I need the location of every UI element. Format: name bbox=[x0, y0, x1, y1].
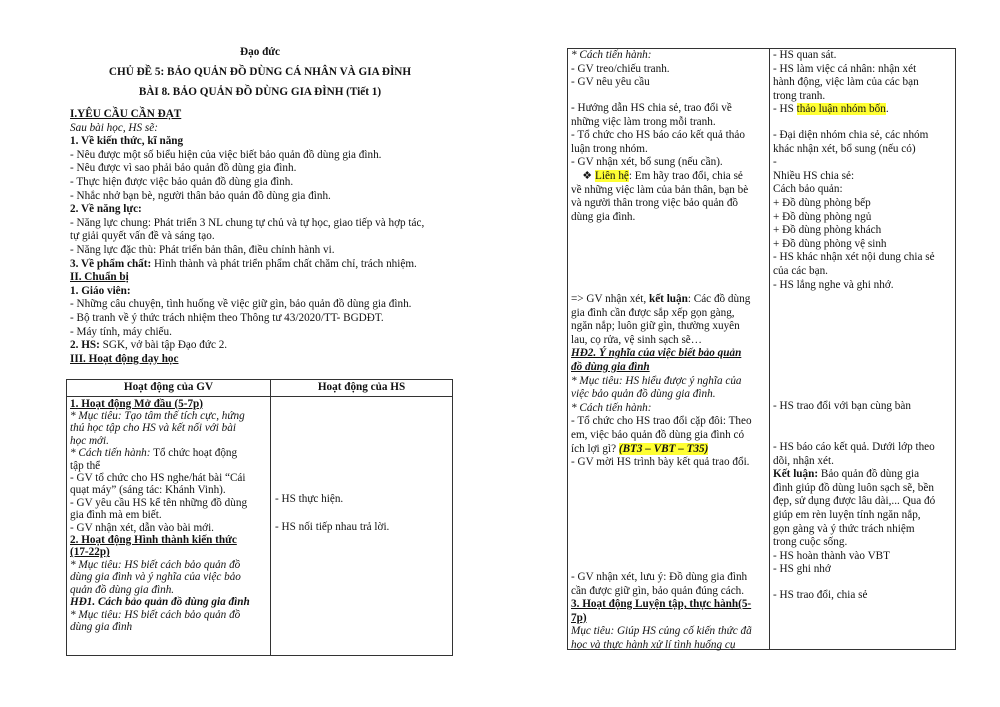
objectives-block bbox=[70, 108, 470, 366]
text-line: - HS lắng nghe và ghi nhớ. bbox=[773, 278, 894, 291]
list-item: - Nêu được một số biểu hiện của việc biết bảo quản đồ dùng gia đình. bbox=[70, 148, 382, 161]
text-line: - bbox=[773, 156, 777, 169]
list-item: - Bộ tranh về ý thức trách nhiệm theo Thông tư 43/2020/TT- BGDĐT. bbox=[70, 311, 384, 324]
goal-line: dùng gia đình bbox=[70, 620, 133, 633]
method-line bbox=[70, 447, 267, 459]
activity-heading: 7p) bbox=[571, 611, 587, 624]
text-line: - GV tổ chức cho HS nghe/hát bài “Cái bbox=[70, 472, 246, 485]
text-line bbox=[571, 443, 752, 457]
hs-label: 2. HS: bbox=[70, 339, 100, 352]
goal-line: Mục tiêu: Giúp HS củng cố kiến thức đã bbox=[571, 625, 752, 638]
activity-heading: 2. Hoạt động Hình thành kiến thức bbox=[70, 534, 237, 547]
subactivity-heading: đồ dùng gia đình bbox=[571, 360, 650, 373]
method-label: * Cách tiến hành: bbox=[70, 447, 151, 460]
text-line: của các bạn. bbox=[773, 264, 828, 277]
gv-group-2 bbox=[571, 102, 748, 224]
text-line: + Đồ dùng phòng khách bbox=[773, 224, 882, 237]
conclusion-label: Kết luận: bbox=[773, 468, 819, 481]
text-line: - Tổ chức cho HS trao đổi cặp đôi: Theo bbox=[571, 415, 752, 428]
gv-group-4 bbox=[571, 571, 752, 653]
goal-line: * Mục tiêu: HS biết cách bảo quản đồ bbox=[70, 608, 241, 621]
goal-line: việc bảo quản đồ dùng gia đình. bbox=[571, 388, 716, 401]
text-line: - GV mời HS trình bày kết quả trao đổi. bbox=[571, 456, 750, 469]
goal-line: * Mục tiêu: HS hiểu được ý nghĩa của bbox=[571, 374, 742, 387]
text-line: - HS làm việc cá nhân: nhận xét bbox=[773, 62, 917, 75]
hs-group-5 bbox=[773, 589, 867, 603]
topic-title: CHỦ ĐỀ 5: BẢO QUẢN ĐỒ DÙNG CÁ NHÂN VÀ GIA ĐÌNH bbox=[108, 66, 412, 78]
list-item: - Nêu được vì sao phải bảo quản đồ dùng gia đình. bbox=[70, 162, 297, 175]
text-line: - HS ghi nhớ bbox=[773, 563, 831, 576]
text-span: . bbox=[885, 103, 889, 116]
hs-group-3 bbox=[773, 400, 911, 414]
text-line: lau, cọ rửa, vệ sinh sạch sẽ… bbox=[571, 333, 702, 346]
text-line: - GV yêu cầu HS kể tên những đồ dùng bbox=[70, 496, 248, 509]
goal-line: học và thực hành xử lí tình huống cụ bbox=[571, 638, 736, 651]
text-line: + Đồ dùng phòng ngủ bbox=[773, 210, 872, 223]
subactivity-heading: HĐ1. Cách bảo quản đồ dùng gia đình bbox=[70, 596, 250, 609]
text-line: hành động, việc làm của các bạn bbox=[773, 76, 919, 89]
subject-title: Đạo đức bbox=[240, 46, 280, 58]
highlight-text: Liên hệ bbox=[595, 169, 629, 182]
text-line: - HS trao đổi, chia sẻ bbox=[773, 589, 868, 601]
text-line: cần được giữ gìn, bảo quản đúng cách. bbox=[571, 584, 745, 597]
text-line: gia đình cần được sắp xếp gọn gàng, bbox=[571, 306, 735, 319]
text-line: gia đình mà em biết. bbox=[70, 509, 162, 522]
method-text: Tổ chức hoạt động bbox=[150, 447, 238, 460]
text-line: - HS khác nhận xét nội dung chia sẻ bbox=[773, 251, 935, 264]
activity-heading: 3. Hoạt động Luyện tập, thực hành(5- bbox=[571, 598, 752, 611]
text-line: em, việc bảo quản đồ dùng gia đình có bbox=[571, 428, 745, 441]
hs-text: SGK, vở bài tập Đạo đức 2. bbox=[99, 339, 228, 352]
text-line: những việc làm trong mỗi tranh. bbox=[571, 115, 716, 128]
text-line: dùng gia đình. bbox=[571, 210, 636, 223]
hs-group-4 bbox=[773, 441, 953, 577]
text-line: tập thể bbox=[70, 459, 101, 472]
exercise-reference: (BT3 – VBT – T35) bbox=[618, 442, 709, 455]
text-line: ngăn nắp; luôn giữ gìn, thường xuyên bbox=[571, 320, 740, 333]
list-item: - Máy tính, máy chiếu. bbox=[70, 325, 172, 338]
intro-text: Sau bài học, HS sẽ: bbox=[70, 121, 158, 134]
text-line: trong cuộc sống. bbox=[773, 536, 848, 549]
list-item bbox=[70, 258, 470, 272]
subsection-heading: 1. Giáo viên: bbox=[70, 284, 131, 297]
text-line: và người thân trong việc bảo quản đồ bbox=[571, 197, 739, 210]
text-line: - GV nhận xét, lưu ý: Đồ dùng gia đình bbox=[571, 571, 748, 583]
list-item: tự giải quyết vấn đề và sáng tạo. bbox=[70, 230, 215, 243]
goal-line: dùng gia đình và ý nghĩa của việc bảo bbox=[70, 571, 241, 584]
text-line: - Đại diện nhóm chia sẻ, các nhóm bbox=[773, 129, 929, 141]
activity-heading: 1. Hoạt động Mở đầu (5-7p) bbox=[70, 397, 203, 410]
text-line: + Đồ dùng phòng vệ sinh bbox=[773, 237, 887, 250]
hs-group-2 bbox=[773, 129, 935, 292]
table-row bbox=[568, 49, 956, 650]
text-line: - GV nêu yêu cầu bbox=[571, 76, 650, 89]
text-span: : Các đồ dùng bbox=[687, 293, 751, 305]
text-line: - GV nhận xét, dẫn vào bài mới. bbox=[70, 521, 214, 534]
highlight-text: thảo luận nhóm bốn bbox=[796, 103, 886, 116]
gv-cell bbox=[67, 396, 271, 655]
method-label: * Cách tiến hành: bbox=[571, 49, 652, 61]
list-item bbox=[70, 339, 470, 353]
text-line: - Tổ chức cho HS báo cáo kết quả thảo bbox=[571, 129, 745, 142]
text-span: - HS bbox=[773, 103, 797, 116]
text-line: - HS hoàn thành vào VBT bbox=[773, 549, 890, 562]
text-line: - Hướng dẫn HS chia sẻ, trao đổi về bbox=[571, 102, 732, 114]
text-line bbox=[571, 293, 752, 307]
goal-line: học mới. bbox=[70, 434, 109, 447]
goal-line: * Mục tiêu: Tạo tâm thế tích cực, hứng bbox=[70, 410, 245, 422]
text-line bbox=[773, 103, 919, 117]
text-span: ích lợi gì? bbox=[571, 442, 619, 455]
hs-cell bbox=[271, 396, 453, 655]
text-line: - GV nhận xét, bổ sung (nếu cần). bbox=[571, 156, 723, 169]
gv-group-1 bbox=[571, 49, 670, 90]
text-line: đẹp, sử dụng được lâu dài,... Qua đó bbox=[773, 495, 936, 508]
subactivity-heading: HĐ2. Ý nghĩa của việc biết bảo quản bbox=[571, 347, 742, 360]
hs-group-1 bbox=[773, 49, 919, 117]
text-line: + Đồ dùng phòng bếp bbox=[773, 196, 871, 209]
goal-line: thú học tập cho HS và kết nối với bài bbox=[70, 422, 236, 435]
text-span: : Em hãy trao đổi, chia sẻ bbox=[628, 169, 743, 182]
text-line: trong tranh. bbox=[773, 89, 826, 102]
subsection-heading: 2. Về năng lực: bbox=[70, 203, 142, 216]
goal-line: quản đồ dùng gia đình. bbox=[70, 583, 175, 596]
right-page bbox=[500, 0, 1000, 707]
text-line: - HS báo cáo kết quả. Dưới lớp theo bbox=[773, 441, 935, 453]
diamond-bullet-icon: ❖ bbox=[582, 169, 593, 182]
text-line: giúp em rèn luyện tính ngăn nắp, bbox=[773, 508, 921, 521]
quality-label: 3. Về phẩm chất: bbox=[70, 257, 152, 270]
table-row bbox=[67, 396, 453, 655]
text-line: dõi, nhận xét. bbox=[773, 454, 834, 467]
gv-group-3 bbox=[571, 293, 752, 470]
text-line: - HS thực hiện. bbox=[275, 492, 344, 505]
column-header-gv: Hoạt động của GV bbox=[67, 380, 271, 397]
table-header-row bbox=[67, 380, 453, 397]
list-item: - Những câu chuyện, tình huống về việc giữ gìn, bảo quản đồ dùng gia đình. bbox=[70, 298, 412, 311]
text-span: => GV nhận xét, bbox=[571, 293, 649, 305]
text-line: đình giúp đồ dùng luôn sạch sẽ, bền bbox=[773, 481, 934, 494]
list-item: - Năng lực đặc thù: Phát triển bản thân, điều chỉnh hành vi. bbox=[70, 243, 335, 256]
gv-cell bbox=[568, 49, 770, 650]
text-line: - HS quan sát. bbox=[773, 49, 837, 61]
list-item: - Thực hiện được việc bảo quản đồ dùng gia đình. bbox=[70, 175, 294, 188]
subsection-heading: 1. Về kiến thức, kĩ năng bbox=[70, 135, 184, 148]
column-header-hs: Hoạt động của HS bbox=[271, 380, 453, 397]
text-line: - HS nối tiếp nhau trả lời. bbox=[275, 520, 390, 533]
text-line: khác nhận xét, bổ sung (nếu có) bbox=[773, 142, 916, 155]
activities-table bbox=[66, 379, 453, 656]
section-heading: I.YÊU CẦU CẦN ĐẠT bbox=[70, 108, 182, 120]
hs-cell bbox=[770, 49, 956, 650]
text-line: gọn gàng và ý thức trách nhiệm bbox=[773, 522, 915, 535]
text-line: Nhiều HS chia sẻ: bbox=[773, 169, 855, 182]
quality-text: Hình thành và phát triển phẩm chất chăm chỉ, trách nhiệm. bbox=[151, 257, 417, 270]
text-line bbox=[571, 170, 748, 184]
activity-heading: (17-22p) bbox=[70, 546, 110, 559]
text-line: về những việc làm của bản thân, bạn bè bbox=[571, 183, 749, 196]
text-line: - HS trao đổi với bạn cùng bàn bbox=[773, 400, 911, 412]
text-line: Cách bảo quản: bbox=[773, 183, 843, 196]
text-line: luận trong nhóm. bbox=[571, 142, 648, 155]
method-label: * Cách tiến hành: bbox=[571, 401, 652, 414]
text-line: - GV treo/chiếu tranh. bbox=[571, 62, 670, 75]
text-span: Bảo quản đồ dùng gia bbox=[818, 468, 920, 481]
section-heading: II. Chuẩn bị bbox=[70, 271, 129, 284]
text-line: quạt máy” (sáng tác: Khánh Vinh). bbox=[70, 484, 226, 497]
activities-table-continued bbox=[567, 48, 956, 650]
list-item: - Năng lực chung: Phát triển 3 NL chung tự chủ và tự học, giao tiếp và hợp tác, bbox=[70, 216, 425, 229]
list-item: - Nhắc nhở bạn bè, người thân bảo quản đồ dùng gia đình. bbox=[70, 189, 331, 202]
goal-line: * Mục tiêu: HS biết cách bảo quản đồ bbox=[70, 558, 241, 571]
lesson-title: BÀI 8. BẢO QUẢN ĐỒ DÙNG GIA ĐÌNH (Tiết 1) bbox=[138, 86, 382, 98]
conclusion-label: kết luận bbox=[648, 293, 688, 305]
text-line bbox=[773, 468, 953, 482]
section-heading: III. Hoạt động dạy học bbox=[70, 352, 179, 365]
